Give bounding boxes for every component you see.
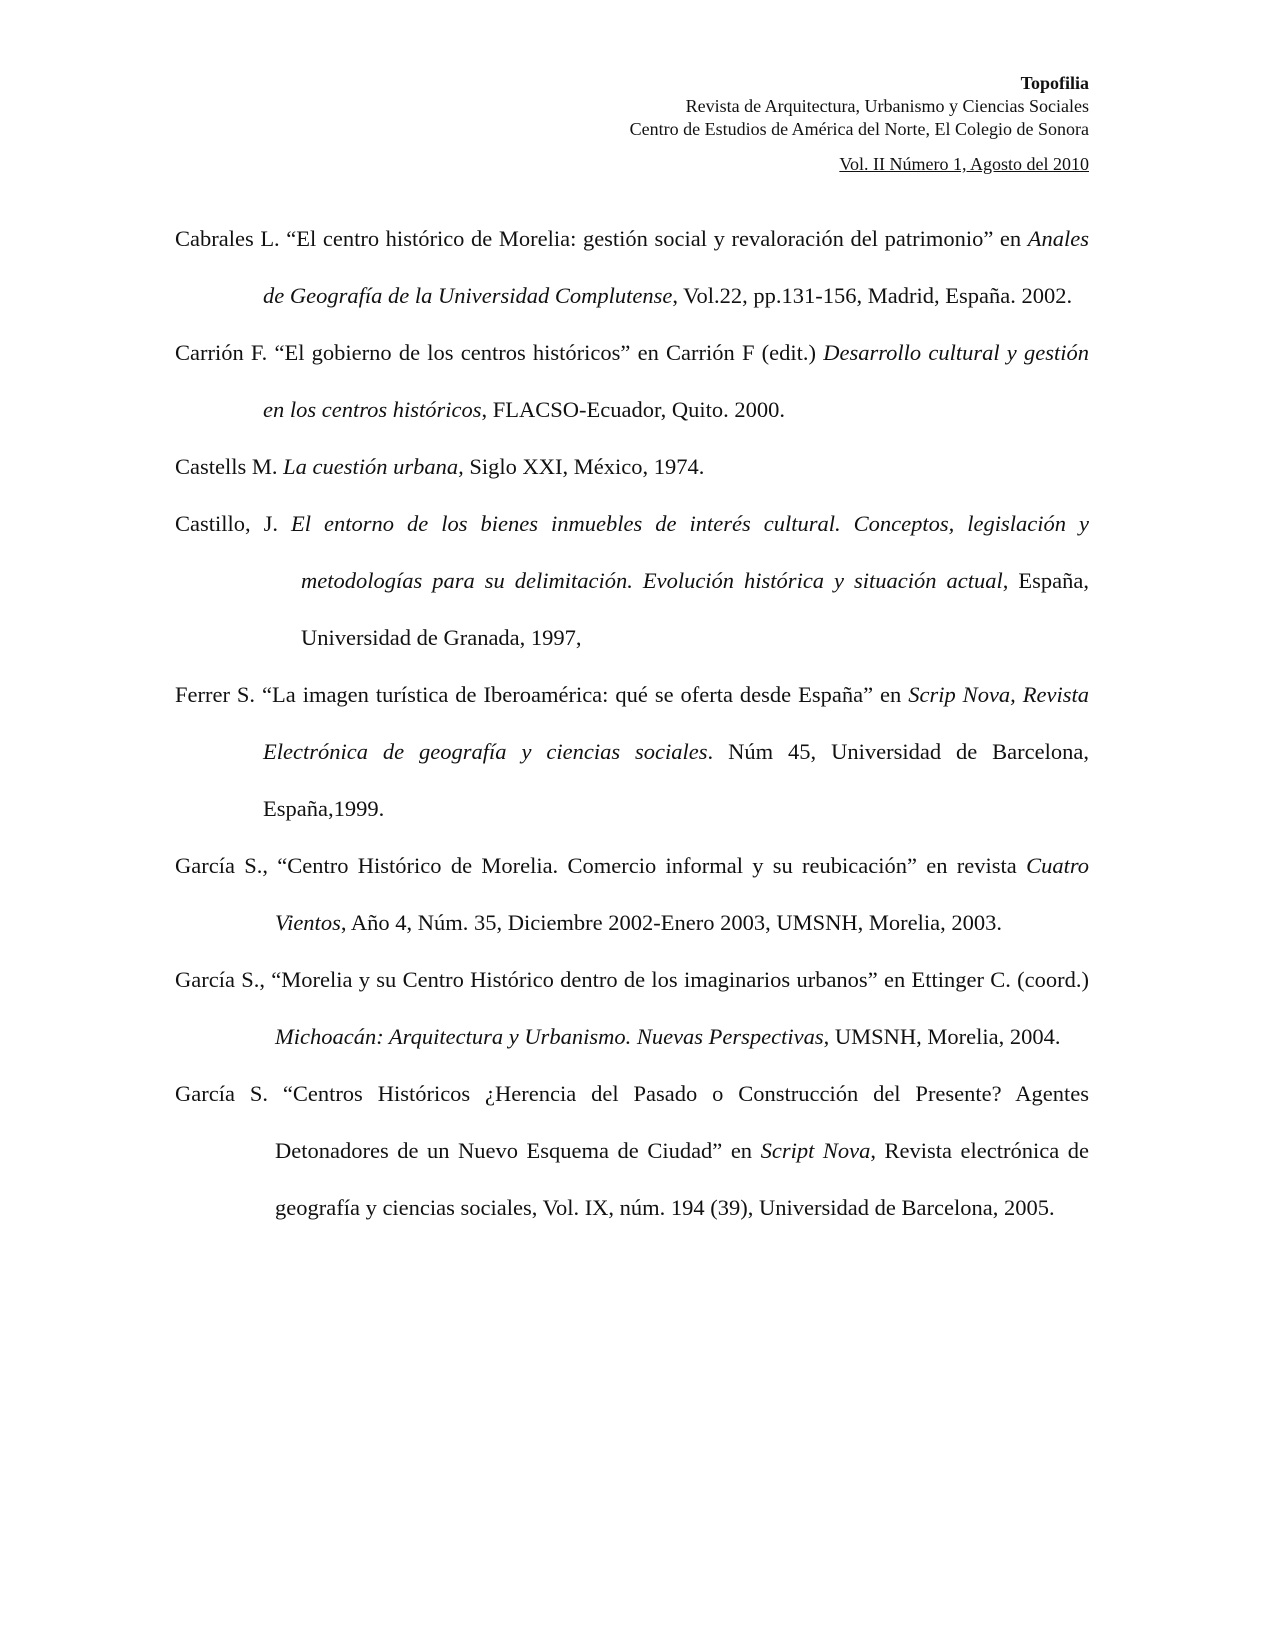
reference-text: , Vol.22, pp.131-156, Madrid, España. 2002.	[672, 283, 1073, 308]
reference-title: Desarrollo cultural y gestión en los centros históricos	[263, 340, 1089, 422]
reference-text: . Núm 45, Universidad de Barcelona, España,1999.	[263, 739, 1089, 821]
reference-item	[175, 210, 1089, 324]
reference-title: Anales de Geografía de la Universidad Complutense	[263, 226, 1089, 308]
reference-title: Script Nova	[760, 1138, 871, 1163]
reference-text: Castillo, J.	[175, 511, 292, 536]
journal-title: Topofilia	[1020, 73, 1089, 93]
reference-title: Scrip Nova, Revista Electrónica de geografía y ciencias sociales	[263, 682, 1089, 764]
journal-subtitle: Revista de Arquitectura, Urbanismo y Ciencias Sociales	[685, 96, 1089, 116]
reference-item	[175, 324, 1089, 438]
reference-text: , FLACSO-Ecuador, Quito. 2000.	[481, 397, 785, 422]
reference-text: , Revista electrónica de geografía y ciencias sociales, Vol. IX, núm. 194 (39), Universidad de Barcelona, 2005.	[275, 1138, 1089, 1220]
reference-text: Castells M.	[175, 454, 284, 479]
reference-list	[175, 210, 1089, 1236]
journal-issue: Vol. II Número 1, Agosto del 2010	[839, 154, 1089, 174]
journal-institution: Centro de Estudios de América del Norte, El Colegio de Sonora	[629, 119, 1089, 139]
reference-text: , España, Universidad de Granada, 1997,	[301, 568, 1089, 650]
reference-text: Carrión F. “El gobierno de los centros históricos” en Carrión F (edit.)	[175, 340, 824, 365]
reference-title: La cuestión urbana,	[283, 454, 464, 479]
journal-header	[630, 72, 1089, 176]
reference-text: , UMSNH, Morelia, 2004.	[823, 1024, 1061, 1049]
reference-text: García S., “Morelia y su Centro Histórico dentro de los imaginarios urbanos” en Ettinger C. (coord.)	[175, 967, 1089, 992]
reference-title: Cuatro Vientos	[275, 853, 1089, 935]
reference-item	[175, 951, 1089, 1065]
reference-item	[175, 837, 1089, 951]
reference-text: Ferrer S. “La imagen turística de Iberoamérica: qué se oferta desde España” en	[175, 682, 909, 707]
reference-item	[175, 666, 1089, 837]
reference-title: El entorno de los bienes inmuebles de interés cultural. Conceptos, legislación y metodologías para su delimitación. Evolución histórica y situación actual	[291, 511, 1089, 593]
reference-text: García S. “Centros Históricos ¿Herencia del Pasado o Construcción del Presente? Agentes Detonadores de un Nuevo Esquema de Ciudad” en	[175, 1081, 1089, 1163]
reference-item	[175, 1065, 1089, 1236]
reference-text: Siglo XXI, México, 1974.	[463, 454, 705, 479]
reference-text: García S., “Centro Histórico de Morelia. Comercio informal y su reubicación” en revista	[175, 853, 1027, 878]
reference-text: Cabrales L. “El centro histórico de Morelia: gestión social y revaloración del patrimonio” en	[175, 226, 1028, 251]
reference-title: Michoacán: Arquitectura y Urbanismo. Nuevas Perspectivas	[275, 1024, 824, 1049]
reference-item	[175, 495, 1089, 666]
reference-text: , Año 4, Núm. 35, Diciembre 2002-Enero 2003, UMSNH, Morelia, 2003.	[340, 910, 1002, 935]
reference-item	[175, 438, 1089, 495]
